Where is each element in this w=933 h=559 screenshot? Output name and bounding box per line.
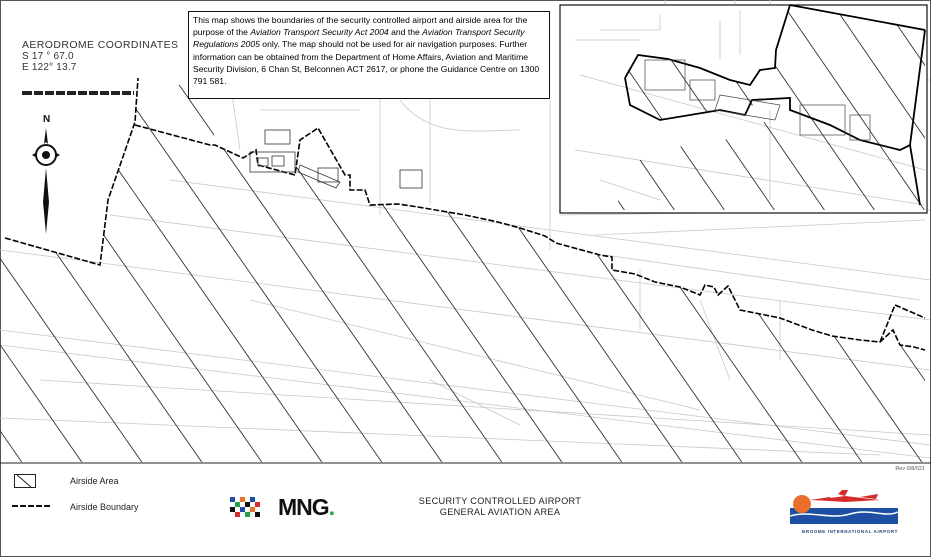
aerodrome-coordinates <box>22 40 178 73</box>
aerodrome-latitude: S 17 ° 67.0 <box>22 51 74 62</box>
mng-logo-text <box>278 494 334 521</box>
notice-act: Aviation Transport Security Act 2004 <box>250 27 389 38</box>
aerodrome-longitude: E 122° 13.7 <box>22 62 77 73</box>
airport-name: BROOME INTERNATIONAL AIRPORT <box>802 529 898 534</box>
legend-airside-boundary: Airside Boundary <box>70 502 139 512</box>
mng-wordmark: MNG <box>278 494 329 520</box>
notice-text-3: only. The map should not be used for air navigation purposes. Further information can be obtained from the Department of Home Affairs, Aviation and Maritime Security Division, 6 Chan St, Belconnen ACT 2617, or phone the Guidance Centre on 1300 791 581. <box>193 39 540 87</box>
compass-icon <box>32 145 60 165</box>
notice-text-2: and the <box>388 27 423 38</box>
notice-regulations: Aviation Transport Security Regulations 2005 <box>193 27 525 50</box>
legend-airside-area: Airside Area <box>70 476 119 486</box>
notice-text-1: This map shows the boundaries of the security controlled airport and airside area for the purpose of the <box>193 15 528 38</box>
airport-logo <box>790 490 900 530</box>
scale-bar <box>22 91 134 95</box>
map-title-block <box>380 496 620 518</box>
airside-area-swatch <box>14 474 36 488</box>
legal-notice <box>188 11 550 99</box>
map-title-line-2: GENERAL AVIATION AREA <box>439 507 561 517</box>
svg-text:N: N <box>43 114 51 125</box>
map-title-line-1: SECURITY CONTROLLED AIRPORT <box>418 496 582 506</box>
aerodrome-title: AERODROME COORDINATES <box>22 39 179 51</box>
revision-label: Rev 0/8/021 <box>895 466 925 472</box>
airside-boundary-swatch <box>12 503 52 509</box>
mng-mosaic-logo <box>230 497 264 519</box>
north-arrow-icon <box>30 112 62 238</box>
mng-dot: . <box>328 494 335 520</box>
